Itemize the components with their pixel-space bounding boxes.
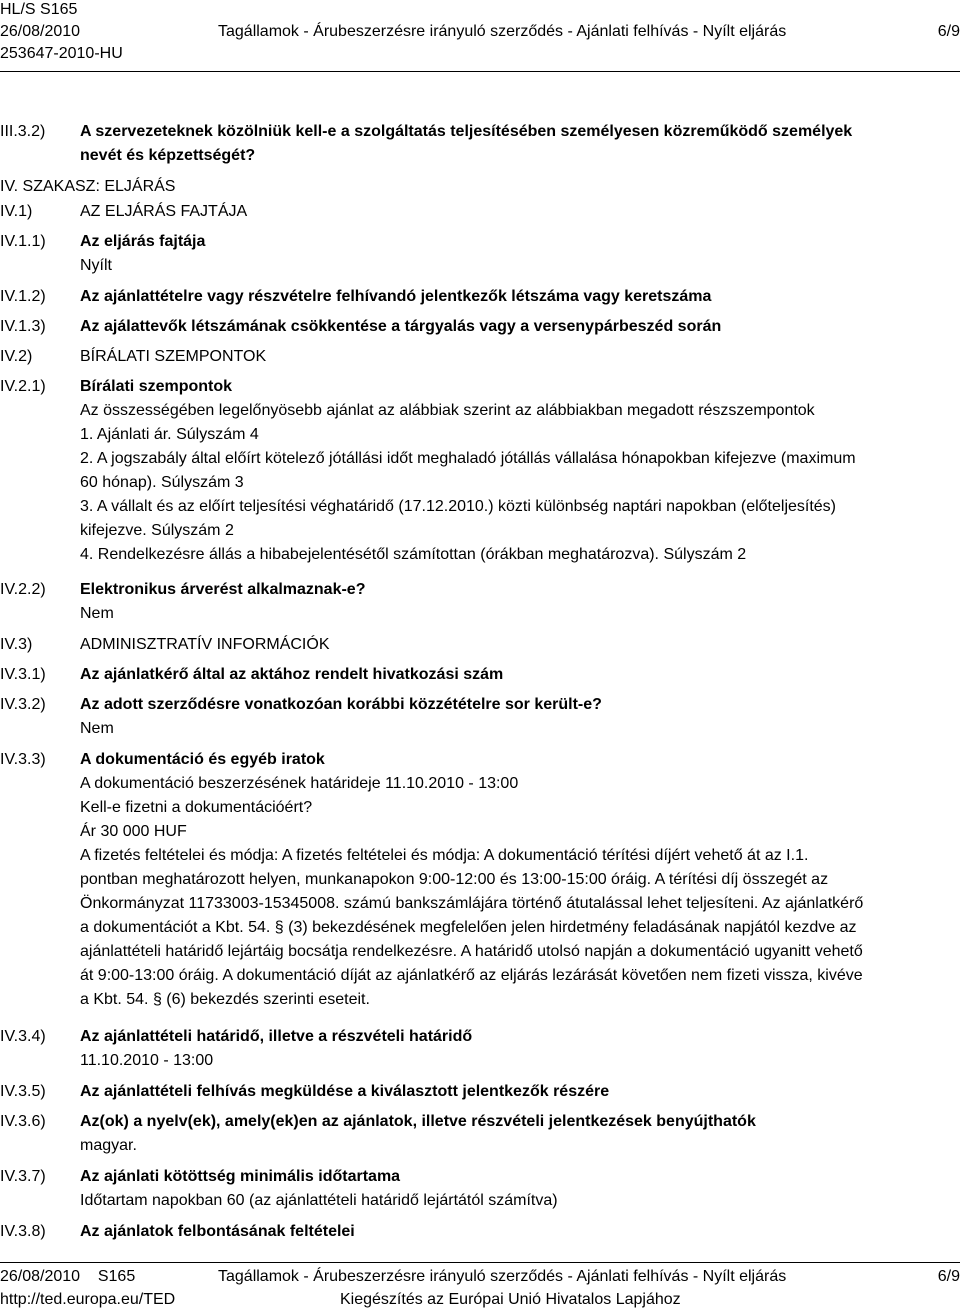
section-heading: Az eljárás fajtája xyxy=(80,233,206,250)
section-number: IV.3) xyxy=(0,636,33,653)
section-heading: Az(ok) a nyelv(ek), amely(ek)en az ajánlatok, illetve részvételi jelentkezések benyújthatók xyxy=(80,1113,756,1130)
section-number: IV.3.4) xyxy=(0,1028,46,1045)
section-heading: Elektronikus árverést alkalmaznak-e? xyxy=(80,581,366,598)
section-number: IV.3.1) xyxy=(0,666,46,683)
section-value: Nyílt xyxy=(80,257,112,274)
doc-line: pontban meghatározott helyen, munkanapokon 9:00-12:00 és 13:00-15:00 óráig. A térítési díj összegét az xyxy=(80,871,829,888)
section-heading: ADMINISZTRATÍV INFORMÁCIÓK xyxy=(80,636,330,653)
section-heading: Az ajánlatkérő által az aktához rendelt hivatkozási szám xyxy=(80,666,504,683)
section-value: 11.10.2010 - 13:00 xyxy=(80,1052,214,1069)
section-heading: A dokumentáció és egyéb iratok xyxy=(80,751,325,768)
doc-line: át 9:00-13:00 óráig. A dokumentáció díját az ajánlatkérő az eljárás lezárását követően nem fizeti vissza, kivéve xyxy=(80,967,863,984)
section-number: IV.3.8) xyxy=(0,1223,46,1240)
section-heading: AZ ELJÁRÁS FAJTÁJA xyxy=(80,203,248,220)
section-heading: Az ajánlattételi határidő, illetve a részvételi határidő xyxy=(80,1028,473,1045)
section-number: IV.2.2) xyxy=(0,581,46,598)
doc-line: a Kbt. 54. § (6) bekezdés szerinti eseteit. xyxy=(80,991,370,1008)
doc-line: A fizetés feltételei és módja: A fizetés feltételei és módja: A dokumentáció térítési díjért vehető át az I.1. xyxy=(80,847,809,864)
doc-line: Ár 30 000 HUF xyxy=(80,823,187,840)
section-value: magyar. xyxy=(80,1137,137,1154)
section-value: Nem xyxy=(80,605,114,622)
page-footer xyxy=(0,1264,960,1311)
footer-page-number: 6/9 xyxy=(937,1268,960,1285)
section-number: IV.2) xyxy=(0,348,33,365)
section-heading: A szervezeteknek közölniük kell-e a szolgáltatás teljesítésében személyesen közreműködő személyek nevét és képzettségét? xyxy=(80,123,853,164)
footer-date-issue: 26/08/2010 S165 xyxy=(0,1268,136,1285)
header-doc-id: 253647-2010-HU xyxy=(0,45,123,62)
section-number: IV.1.3) xyxy=(0,318,46,335)
footer-url[interactable]: http://ted.europa.eu/TED xyxy=(0,1291,176,1308)
page-header xyxy=(0,0,960,72)
section-heading: Az ajánlattételre vagy részvételre felhívandó jelentkezők létszáma vagy keretszáma xyxy=(80,288,712,305)
criteria-line: 1. Ajánlati ár. Súlyszám 4 xyxy=(80,426,259,443)
section-number: IV.1.1) xyxy=(0,233,46,250)
header-page-number: 6/9 xyxy=(937,23,960,40)
criteria-line: 3. A vállalt és az előírt teljesítési véghatáridő (17.12.2010.) közti különbség naptári napokban (előteljesítés) xyxy=(80,498,837,515)
criteria-line: 60 hónap). Súlyszám 3 xyxy=(80,474,244,491)
section-heading: Az adott szerződésre vonatkozóan korábbi közzétételre sor került-e? xyxy=(80,696,602,713)
footer-rule xyxy=(0,1262,960,1263)
doc-line: ajánlattételi határidő lejártáig bocsátja rendelkezésre. A határidő utolsó napján a dokumentáció ugyanitt vehető xyxy=(80,943,863,960)
criteria-line: Az összességében legelőnyösebb ajánlat az alábbiak szerint az alábbiakban megadott részszempontok xyxy=(80,402,815,419)
section-heading: BÍRÁLATI SZEMPONTOK xyxy=(80,348,267,365)
footer-title: Tagállamok - Árubeszerzésre irányuló szerződés - Ajánlati felhívás - Nyílt eljárás xyxy=(218,1268,787,1285)
criteria-line: kifejezve. Súlyszám 2 xyxy=(80,522,234,539)
criteria-line: 4. Rendelkezésre állás a hibabejelentésétől számítottan (órákban meghatározva). Súlyszám 2 xyxy=(80,546,747,563)
header-rule xyxy=(0,71,960,72)
criteria-line: 2. A jogszabály által előírt kötelező jótállási időt meghaladó jótállás vállalása hónapokban kifejezve (maximum xyxy=(80,450,856,467)
section-number: IV.2.1) xyxy=(0,378,46,395)
section-number: IV.3.2) xyxy=(0,696,46,713)
header-date: 26/08/2010 xyxy=(0,23,81,40)
header-series: HL/S S165 xyxy=(0,1,78,18)
part-heading: IV. SZAKASZ: ELJÁRÁS xyxy=(0,178,176,195)
section-number: IV.3.7) xyxy=(0,1168,46,1185)
footer-subtitle: Kiegészítés az Európai Unió Hivatalos Lapjához xyxy=(340,1291,681,1308)
doc-line: A dokumentáció beszerzésének határideje 11.10.2010 - 13:00 xyxy=(80,775,519,792)
section-value: Nem xyxy=(80,720,114,737)
header-title: Tagállamok - Árubeszerzésre irányuló szerződés - Ajánlati felhívás - Nyílt eljárás xyxy=(218,23,787,40)
doc-line: a dokumentációt a Kbt. 54. § (3) bekezdésének megfelelően jelen hirdetmény feladásának napjától kezdve az xyxy=(80,919,857,936)
section-number: IV.1.2) xyxy=(0,288,46,305)
section-value: Időtartam napokban 60 (az ajánlattételi határidő lejártától számítva) xyxy=(80,1192,558,1209)
section-heading: Bírálati szempontok xyxy=(80,378,233,395)
section-number: IV.3.6) xyxy=(0,1113,46,1130)
section-heading: Az ajálattevők létszámának csökkentése a tárgyalás vagy a versenypárbeszéd során xyxy=(80,318,722,335)
doc-line: Kell-e fizetni a dokumentációért? xyxy=(80,799,313,816)
section-heading: Az ajánlatok felbontásának feltételei xyxy=(80,1223,355,1240)
section-number: IV.3.5) xyxy=(0,1083,46,1100)
section-number: IV.1) xyxy=(0,203,33,220)
section-heading: Az ajánlattételi felhívás megküldése a kiválasztott jelentkezők részére xyxy=(80,1083,610,1100)
section-heading: Az ajánlati kötöttség minimális időtartama xyxy=(80,1168,401,1185)
doc-line: Önkormányzat 11733003-15345008. számú bankszámlájára történő átutalással lehet teljesíteni. Az ajánlatkérő xyxy=(80,895,864,912)
section-number: IV.3.3) xyxy=(0,751,46,768)
section-number: III.3.2) xyxy=(0,123,46,140)
